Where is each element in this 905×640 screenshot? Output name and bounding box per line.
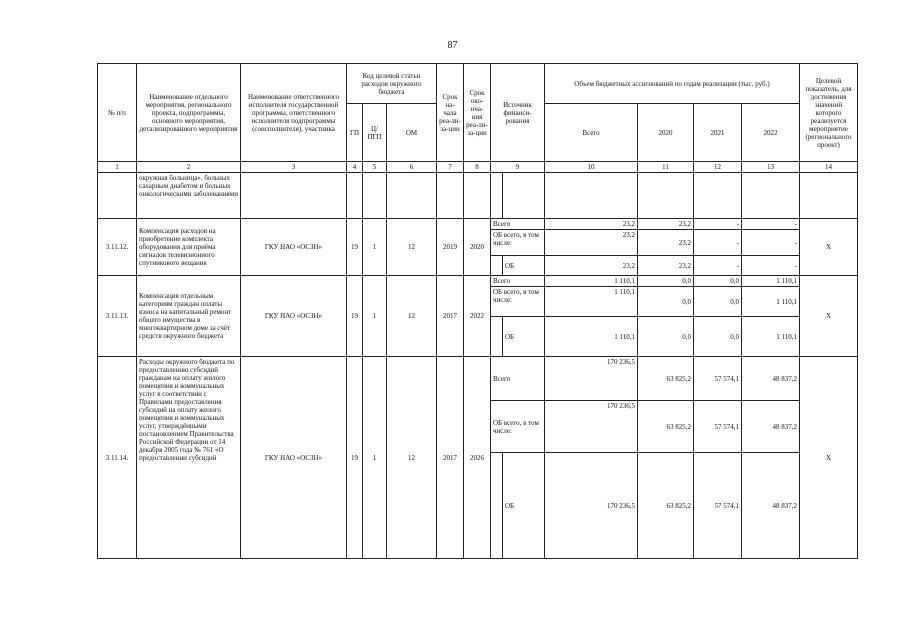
continuation-text: окружная больница», больных сахарным диабетом и больных онкологическими заболеваниями <box>137 173 241 219</box>
col-number: 10 <box>545 162 638 173</box>
col-number: 12 <box>694 162 742 173</box>
row-executor: ГКУ НАО «ОСЗН» <box>241 219 347 276</box>
col-number: 9 <box>491 162 545 173</box>
header-volume: Объем бюджетных ассигнований по годам реализации (тыс. руб.) <box>545 64 800 104</box>
header-total: Всего <box>545 104 638 162</box>
header-no: № п/п <box>98 64 137 162</box>
fin-2022: 1 110,1 <box>742 276 800 287</box>
fin-source: ОБ всего, в том числе: <box>491 287 545 317</box>
row-executor: ГКУ НАО «ОСЗН» <box>241 357 347 559</box>
fin-2020: 0,0 <box>638 287 694 317</box>
cell <box>98 173 137 219</box>
fin-total: 170 236,5 <box>545 453 638 559</box>
row-target: Х <box>800 276 858 357</box>
fin-2020: 63 825,2 <box>638 453 694 559</box>
col-number: 7 <box>437 162 464 173</box>
row-end: 2026 <box>464 357 491 559</box>
cell <box>491 173 503 219</box>
row-start: 2017 <box>437 276 464 357</box>
row-number: 3.11.14. <box>98 357 137 559</box>
fin-total: 23,2 <box>545 256 638 276</box>
row-om: 12 <box>387 276 437 357</box>
page-number: 87 <box>447 40 458 51</box>
cell <box>241 173 347 219</box>
row-end: 2022 <box>464 276 491 357</box>
header-cpgp: Ц/ ПГП <box>363 104 387 162</box>
row-target: Х <box>800 219 858 276</box>
cell <box>387 173 437 219</box>
col-number: 6 <box>387 162 437 173</box>
cell <box>347 173 363 219</box>
cell <box>742 173 800 219</box>
row-name: Компенсация отдельным категориям граждан оплаты взноса на капитальный ремонт общего имущества в многоквартирном доме за счёт средств окружного бюджета <box>137 276 241 357</box>
fin-2020: 0,0 <box>638 276 694 287</box>
row-om: 12 <box>387 357 437 559</box>
cell <box>437 173 464 219</box>
fin-2022: - <box>742 219 800 230</box>
cell <box>491 453 503 559</box>
col-number: 14 <box>800 162 858 173</box>
fin-source: Всего <box>491 276 545 287</box>
cell <box>545 173 638 219</box>
fin-2020: 63 825,2 <box>638 357 694 401</box>
row-start: 2019 <box>437 219 464 276</box>
col-number: 5 <box>363 162 387 173</box>
fin-2021: 57 574,1 <box>694 401 742 453</box>
header-2020: 2020 <box>638 104 694 162</box>
fin-total: 170 236,5 <box>545 357 638 401</box>
cell <box>464 173 491 219</box>
fin-2022: 48 837,2 <box>742 401 800 453</box>
col-number: 1 <box>98 162 137 173</box>
cell <box>800 173 858 219</box>
cell <box>491 256 503 276</box>
cell <box>638 173 694 219</box>
row-cpgp: 1 <box>363 276 387 357</box>
fin-2022: 48 837,2 <box>742 453 800 559</box>
fin-source: Всего <box>491 219 545 230</box>
row-cpgp: 1 <box>363 357 387 559</box>
fin-source: ОБ <box>503 453 545 559</box>
fin-2020: 23,2 <box>638 256 694 276</box>
fin-2021: 0,0 <box>694 287 742 317</box>
fin-2022: - <box>742 256 800 276</box>
fin-source: ОБ всего, в том числе: <box>491 230 545 256</box>
fin-total: 170 236,5 <box>545 401 638 453</box>
fin-2021: - <box>694 230 742 256</box>
col-number: 13 <box>742 162 800 173</box>
fin-total: 23,2 <box>545 219 638 230</box>
fin-total: 1 110,1 <box>545 317 638 357</box>
fin-2021: - <box>694 219 742 230</box>
header-code: Код целевой статьи расходов окружного бюджета <box>347 64 437 104</box>
header-source: Источник финанси-рования <box>491 64 545 162</box>
row-start: 2017 <box>437 357 464 559</box>
fin-source: Всего <box>491 357 545 401</box>
budget-table <box>97 63 858 559</box>
col-number: 3 <box>241 162 347 173</box>
fin-2022: 48 837,2 <box>742 357 800 401</box>
header-name: Наименование отдельного мероприятия, регионального проекта, подпрограммы, основного мероприятия, детализированного мероприятия <box>137 64 241 162</box>
header-start: Срок на-чала реа-ли-за-ции <box>437 64 464 162</box>
header-om: ОМ <box>387 104 437 162</box>
fin-total: 23,2 <box>545 230 638 256</box>
row-cpgp: 1 <box>363 219 387 276</box>
header-gp: ГП <box>347 104 363 162</box>
header-2021: 2021 <box>694 104 742 162</box>
row-target: Х <box>800 357 858 559</box>
row-executor: ГКУ НАО «ОСЗН» <box>241 276 347 357</box>
fin-2022: - <box>742 230 800 256</box>
header-executor: Наименование ответственного исполнителя государственной программы, ответственного исполнителя подпрограммы (соисполнителя), участника <box>241 64 347 162</box>
fin-source: ОБ <box>503 256 545 276</box>
row-end: 2020 <box>464 219 491 276</box>
fin-total: 1 110,1 <box>545 287 638 317</box>
fin-2020: 63 825,2 <box>638 401 694 453</box>
row-om: 12 <box>387 219 437 276</box>
cell <box>503 173 545 219</box>
fin-2021: - <box>694 256 742 276</box>
fin-2021: 0,0 <box>694 317 742 357</box>
cell <box>363 173 387 219</box>
row-number: 3.11.13. <box>98 276 137 357</box>
row-name: Расходы окружного бюджета по предоставлению субсидий гражданам на оплату жилого помещения и коммунальных услуг в соответствии с Правилами предоставления субсидий на оплату жилого помещения и коммунальных услуг, утверждёнными постановлением Правительства Российской Федерации от 14 декабря 2005 года № 761 «О предоставлении субсидий <box>137 357 241 559</box>
fin-total: 1 110,1 <box>545 276 638 287</box>
fin-source: ОБ <box>503 317 545 357</box>
fin-2020: 0,0 <box>638 317 694 357</box>
fin-source: ОБ всего, в том числе: <box>491 401 545 453</box>
header-end: Срок око-нча-ния реа-ли-за-ции <box>464 64 491 162</box>
col-number: 11 <box>638 162 694 173</box>
cell <box>491 317 503 357</box>
row-name: Компенсация расходов на приобретение комплекта оборудования для приёма сигналов телевизионного спутникового вещания <box>137 219 241 276</box>
header-target: Целевой показатель, для достижения значений которого реализуется мероприятие (регионального проект) <box>800 64 858 162</box>
header-2022: 2022 <box>742 104 800 162</box>
fin-2021: 0,0 <box>694 276 742 287</box>
fin-2021: 57 574,1 <box>694 357 742 401</box>
row-number: 3.11.12. <box>98 219 137 276</box>
col-number: 2 <box>137 162 241 173</box>
fin-2022: 1 110,1 <box>742 287 800 317</box>
fin-2021: 57 574,1 <box>694 453 742 559</box>
col-number: 8 <box>464 162 491 173</box>
fin-2020: 23,2 <box>638 230 694 256</box>
row-gp: 19 <box>347 219 363 276</box>
row-gp: 19 <box>347 357 363 559</box>
row-gp: 19 <box>347 276 363 357</box>
fin-2022: 1 110,1 <box>742 317 800 357</box>
fin-2020: 23,2 <box>638 219 694 230</box>
cell <box>694 173 742 219</box>
col-number: 4 <box>347 162 363 173</box>
